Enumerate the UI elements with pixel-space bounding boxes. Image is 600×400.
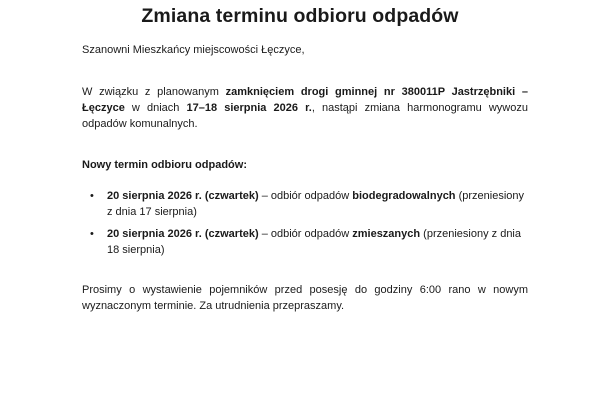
waste-type: biodegradowalnych: [352, 190, 456, 202]
intro-text-3: , nastąpi zmiana harmonogramu wywozu odpadów komunalnych.: [82, 102, 528, 130]
list-item: [90, 188, 531, 220]
schedule-list-item-2: [90, 226, 531, 258]
intro-text-1: W związku z planowanym: [82, 86, 226, 98]
pickup-date: 20 sierpnia 2026 r. (czwartek): [107, 190, 259, 202]
pickup-text: – odbiór odpadów: [258, 228, 353, 240]
list-item: [90, 226, 531, 258]
section-heading: Nowy termin odbioru odpadów:: [82, 159, 247, 171]
closing-paragraph: Prosimy o wystawienie pojemników przed posesję do godziny 6:00 rano w nowym wyznaczonym terminie. Za utrudnienia przepraszamy.: [82, 284, 528, 312]
road-closure-text: zamknięciem drogi gminnej nr 380011P Jastrzębniki – Łęczyce: [82, 86, 528, 114]
intro-paragraph: [82, 84, 528, 132]
closure-dates: 17–18 sierpnia 2026 r.: [186, 102, 312, 114]
intro-text-2: w dniach: [124, 102, 187, 114]
greeting: Szanowni Mieszkańcy miejscowości Łęczyce,: [82, 44, 305, 56]
schedule-list-item-1: [90, 188, 531, 220]
bullet-icon: •: [90, 190, 94, 202]
bullet-icon: •: [90, 228, 94, 240]
pickup-note: (przeniesiony z dnia 18 sierpnia): [107, 228, 521, 256]
pickup-date: 20 sierpnia 2026 r. (czwartek): [107, 228, 259, 240]
pickup-text: – odbiór odpadów: [258, 190, 353, 202]
pickup-note: (przeniesiony z dnia 17 sierpnia): [107, 190, 525, 218]
document-title: Zmiana terminu odbioru odpadów: [141, 5, 459, 27]
waste-type: zmieszanych: [352, 228, 421, 240]
